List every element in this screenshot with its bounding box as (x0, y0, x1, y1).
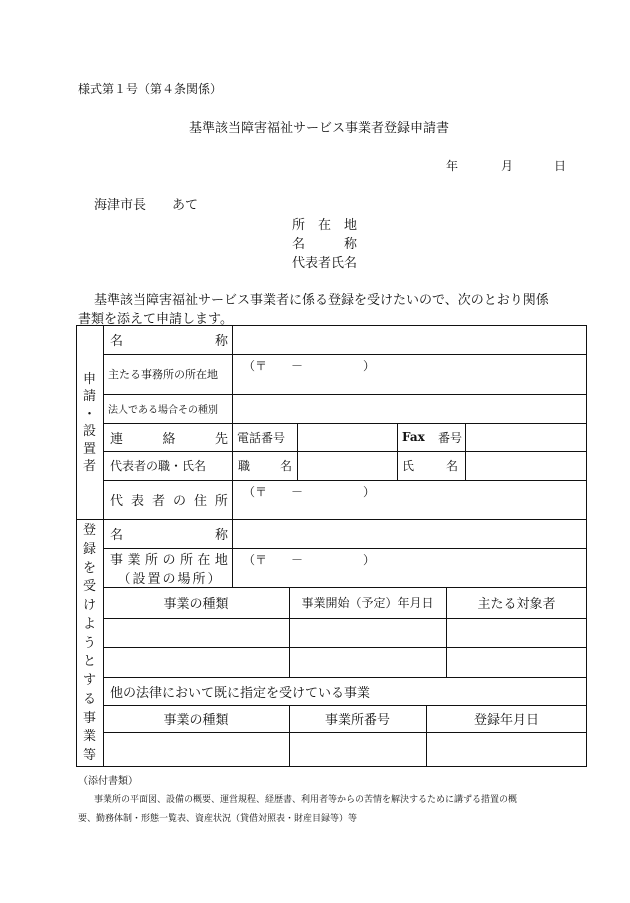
section-applicant-label: 申 請 ・ 設 置 者 (82, 372, 96, 474)
label-phone: 電話番号 (237, 430, 286, 445)
header-main-target: 主たる対象者 (477, 597, 556, 612)
applicant-name-label: 名 称 (292, 237, 358, 252)
applicant-rep-label: 代表者氏名 (292, 256, 358, 271)
addressee: 海津市長 あて (94, 198, 199, 213)
date-day: 日 (554, 159, 567, 173)
header-start-date: 事業開始（予定）年月日 (301, 596, 434, 610)
postal-business-location: （〒 － ） (243, 552, 376, 567)
label-rep-name: 氏 名 (402, 459, 458, 473)
form-number: 様式第１号（第４条関係） (78, 82, 223, 96)
label-name: 名 称 (110, 334, 228, 349)
label-corporation-type: 法人である場合その種別 (108, 405, 218, 416)
label-representative: 代表者の職・氏名 (110, 459, 207, 473)
label-business-name: 名 称 (110, 528, 228, 543)
label-contact: 連 絡 先 (110, 431, 228, 447)
date-month: 月 (501, 159, 514, 173)
section-business-label: 登 録 を 受 け よ う と す る 事 業 等 (82, 523, 96, 763)
postal-main-office: （〒 － ） (243, 358, 376, 373)
header2-office-number: 事業所番号 (324, 713, 390, 728)
applicant-address-label: 所 在 地 (292, 218, 358, 233)
attachments-title: （添付書類） (78, 776, 138, 787)
attachments-line-2: 要、勤務体制・形態一覧表、資産状況（貸借対照表・財産目録等）等 (78, 814, 358, 824)
label-fax: Fax 番号 (402, 430, 462, 445)
label-other-law: 他の法律において既に指定を受けている事業 (110, 685, 371, 701)
label-main-office: 主たる事務所の所在地 (108, 368, 218, 381)
label-business-location: 事 業 所 の 所 在 地 (110, 553, 228, 568)
body-line-2: 書類を添えて申請します。 (78, 312, 233, 327)
postal-rep-address: （〒 － ） (243, 484, 376, 499)
header2-business-type: 事業の種類 (163, 713, 229, 728)
header-business-type: 事業の種類 (163, 597, 229, 612)
header2-registration-date: 登録年月日 (473, 713, 539, 728)
form-title: 基準該当障害福祉サービス事業者登録申請書 (189, 121, 450, 136)
label-rep-title: 職 名 (238, 459, 292, 473)
label-rep-address: 代 表 者 の 住 所 (110, 494, 228, 509)
attachments-line-1: 事業所の平面図、設備の概要、運営規程、経歴書、利用者等からの苦情を解決するために講ずる措置の概 (94, 795, 518, 805)
date-year: 年 (446, 159, 459, 173)
label-installation-place: （設置の場所） (117, 572, 223, 587)
body-line-1: 基準該当障害福祉サービス事業者に係る登録を受けたいので、次のとおり関係 (94, 293, 549, 308)
